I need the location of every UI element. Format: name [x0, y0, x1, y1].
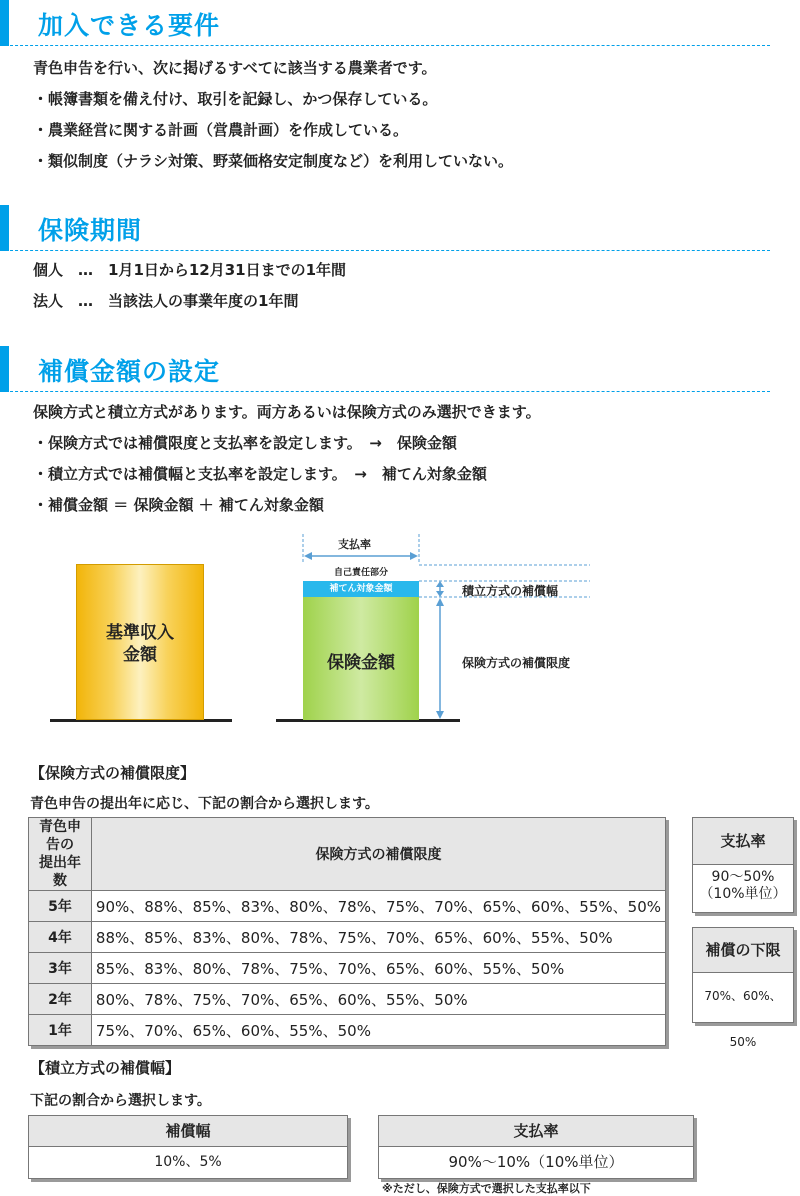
row-years: 3年: [29, 953, 92, 984]
reserve-payment-rate-header: 支払率: [379, 1116, 693, 1147]
section-divider: [0, 391, 770, 392]
section-divider: [0, 45, 770, 46]
section-title: 保険期間: [38, 216, 143, 245]
section-header-compensation: [0, 346, 770, 392]
table-row: [29, 922, 666, 953]
compensation-item: ・補償金額 ＝ 保険金額 ＋ 補てん対象金額: [33, 496, 324, 514]
payment-rate-header: 支払率: [693, 818, 793, 865]
section-accent-bar: [0, 205, 9, 251]
row-values: 85%、83%、80%、78%、75%、70%、65%、60%、55%、50%: [91, 953, 665, 984]
compensation-item: ・保険方式では補償限度と支払率を設定します。 → 保険金額: [33, 434, 457, 452]
diagram-annotations: [290, 530, 610, 730]
table-row: [29, 1015, 666, 1046]
row-values: 80%、78%、75%、70%、65%、60%、55%、50%: [91, 984, 665, 1015]
insurance-amount-label: 保険金額: [327, 653, 395, 673]
insurance-limit-table: [28, 817, 666, 1046]
row-years: 2年: [29, 984, 92, 1015]
self-responsibility-segment: 自己責任部分: [333, 568, 388, 578]
compensation-item: ・積立方式では補償幅と支払率を設定します。 → 補てん対象金額: [33, 465, 487, 483]
row-years: 5年: [29, 891, 92, 922]
table-header-row: [29, 818, 666, 891]
header-limit: 保険方式の補償限度: [91, 818, 665, 891]
insurance-limit-title: 【保険方式の補償限度】: [30, 764, 196, 782]
arrow-head: [304, 552, 312, 560]
section-title: 加入できる要件: [38, 11, 221, 40]
insurance-limit-label: 保険方式の補償限度: [462, 656, 571, 670]
arrow-head: [410, 552, 418, 560]
row-values: 90%、88%、85%、83%、80%、78%、75%、70%、65%、60%、55%、50%: [91, 891, 665, 922]
reserve-width-title: 【積立方式の補償幅】: [30, 1059, 181, 1077]
row-years: 1年: [29, 1015, 92, 1046]
row-years: 4年: [29, 922, 92, 953]
section-title: 補償金額の設定: [38, 357, 221, 386]
lower-limit-box: [692, 927, 794, 1049]
section-header-requirements: [0, 0, 770, 46]
arrow-head: [436, 711, 444, 719]
requirement-item: ・帳簿書類を備え付け、取引を記録し、かつ保存している。: [33, 90, 438, 108]
arrow-head: [436, 581, 444, 587]
arrow-head: [436, 591, 444, 597]
section-header-period: [0, 205, 770, 251]
payment-rate-box: [692, 817, 794, 913]
lower-limit-header: 補償の下限: [693, 928, 793, 973]
subsidy-target-segment: 補てん対象金額: [303, 581, 419, 597]
row-values: 88%、85%、83%、80%、78%、75%、70%、65%、60%、55%、50%: [91, 922, 665, 953]
table-row: [29, 984, 666, 1015]
section-divider: [0, 250, 770, 251]
reserve-width-value: 10%、5%: [154, 1154, 222, 1170]
standard-income-label: 基準収入 金額: [106, 623, 174, 665]
compensation-intro: 保険方式と積立方式があります。両方あるいは保険方式のみ選択できます。: [33, 403, 541, 421]
arrow-head: [436, 598, 444, 606]
section-accent-bar: [0, 0, 9, 46]
row-values: 75%、70%、65%、60%、55%、50%: [91, 1015, 665, 1046]
requirements-intro: 青色申告を行い、次に掲げるすべてに該当する農業者です。: [33, 59, 437, 77]
reserve-payment-rate-value: 90%～10%（10%単位）: [448, 1153, 624, 1171]
lower-limit-value: 70%、60%、50%: [704, 989, 782, 1049]
header-years: 青色申告の 提出年数: [29, 818, 92, 891]
requirement-item: ・農業経営に関する計画（営農計画）を作成している。: [33, 121, 409, 139]
reserve-width-note: 下記の割合から選択します。: [30, 1093, 211, 1109]
payment-rate-value: 90～50% （10%単位）: [699, 869, 787, 902]
section-accent-bar: [0, 346, 9, 392]
table-row: [29, 953, 666, 984]
reserve-payment-rate-box: [378, 1115, 694, 1179]
insurance-limit-note: 青色申告の提出年に応じ、下記の割合から選択します。: [30, 796, 379, 812]
period-individual: 個人 … 1月1日から12月31日までの1年間: [33, 261, 347, 279]
period-corporation: 法人 … 当該法人の事業年度の1年間: [33, 292, 299, 310]
reserve-width-label: 積立方式の補償幅: [462, 584, 559, 598]
reserve-width-box: [28, 1115, 348, 1179]
reserve-width-header: 補償幅: [29, 1116, 347, 1147]
payment-rate-label: 支払率: [338, 538, 371, 551]
table-row: [29, 891, 666, 922]
footnote: ※ただし、保険方式で選択した支払率以下: [382, 1182, 591, 1195]
requirement-item: ・類似制度（ナラシ対策、野菜価格安定制度など）を利用していない。: [33, 152, 514, 170]
